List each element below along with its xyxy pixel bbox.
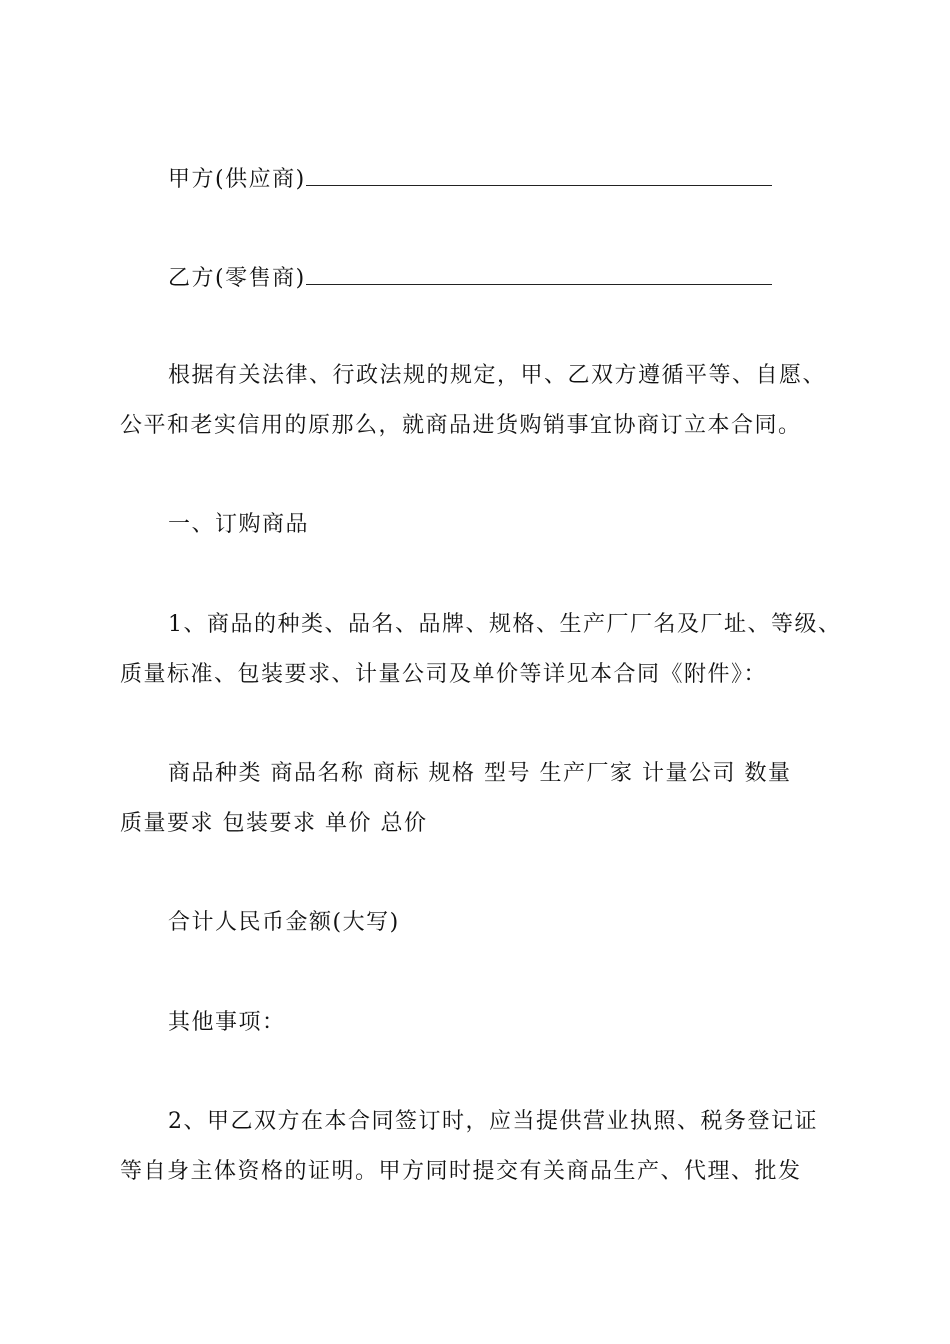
party-a-label: 甲方(供应商)	[168, 167, 306, 192]
party-a-blank-field	[306, 163, 772, 186]
party-b-blank-field	[306, 262, 772, 285]
total-amount-label: 合计人民币金额(大写)	[168, 910, 400, 935]
preamble-line-1: 根据有关法律、行政法规的规定，甲、乙双方遵循平等、自愿、	[168, 363, 827, 388]
party-b-line	[168, 262, 772, 294]
table-header-line-1: 商品种类 商品名称 商标 规格 型号 生产厂家 计量公司 数量	[168, 761, 792, 786]
item-1-line-1: 1、商品的种类、品名、品牌、规格、生产厂厂名及厂址、等级、	[168, 612, 842, 637]
other-matters-label: 其他事项：	[168, 1010, 286, 1035]
table-header-line-2: 质量要求 包装要求 单价 总价	[120, 811, 428, 836]
item-2-line-2: 等自身主体资格的证明。甲方同时提交有关商品生产、代理、批发	[120, 1159, 802, 1184]
item-2-line-1: 2、甲乙双方在本合同签订时，应当提供营业执照、税务登记证	[168, 1109, 818, 1134]
item-1-line-2: 质量标准、包装要求、计量公司及单价等详见本合同《附件》：	[120, 662, 768, 687]
party-b-label: 乙方(零售商)	[168, 266, 306, 291]
party-a-line	[168, 163, 772, 195]
preamble-line-2: 公平和老实信用的原那么，就商品进货购销事宜协商订立本合同。	[120, 413, 802, 438]
section-1-heading: 一、订购商品	[168, 512, 310, 537]
